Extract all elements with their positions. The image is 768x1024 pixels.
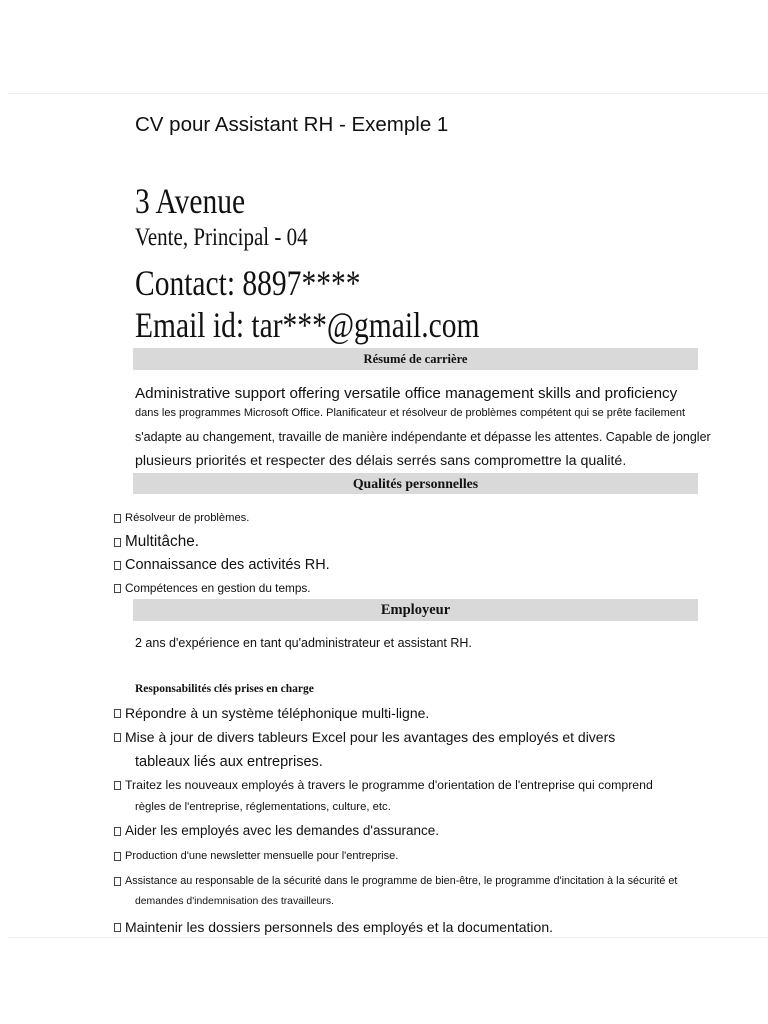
bullet-box-icon (114, 514, 121, 523)
list-item: Multitâche. (125, 533, 199, 550)
list-item: Mise à jour de divers tableurs Excel pour les avantages des employés et divers (125, 729, 616, 745)
list-item: Aider les employés avec les demandes d'assurance. (125, 823, 439, 838)
list-item: Répondre à un système téléphonique multi-ligne. (125, 705, 430, 721)
address-line-1: 3 Avenue (135, 181, 246, 221)
summary-line: plusieurs priorités et respecter des délais serrés sans compromettre la qualité. (135, 453, 627, 469)
list-item: Assistance au responsable de la sécurité dans le programme de bien-être, le programme d'incitation à la sécurité et (125, 875, 678, 887)
bullet-box-icon (114, 827, 121, 836)
responsibilities-heading: Responsabilités clés prises en charge (135, 683, 314, 695)
list-item: Résolveur de problèmes. (125, 512, 250, 524)
bullet-box-icon (114, 733, 121, 742)
page-bottom-divider (8, 937, 768, 938)
list-item: Maintenir les dossiers personnels des employés et la documentation. (125, 919, 554, 935)
address-line-2: Vente, Principal - 04 (135, 224, 308, 251)
bullet-box-icon (114, 538, 121, 547)
summary-line: dans les programmes Microsoft Office. Planificateur et résolveur de problèmes compétent qui se prête facilement (135, 407, 686, 419)
bullet-box-icon (114, 877, 121, 886)
bullet-box-icon (114, 923, 121, 932)
list-item-continuation: règles de l'entreprise, réglementations, culture, etc. (135, 801, 391, 813)
section-heading-career-summary: Résumé de carrière (133, 348, 698, 370)
list-item: Production d'une newsletter mensuelle pour l'entreprise. (125, 850, 399, 862)
experience-summary: 2 ans d'expérience en tant qu'administrateur et assistant RH. (135, 636, 472, 650)
summary-line: Administrative support offering versatile office management skills and proficiency (135, 385, 678, 402)
list-item: Traitez les nouveaux employés à travers le programme d'orientation de l'entreprise qui comprend (125, 778, 653, 792)
bullet-box-icon (114, 561, 121, 570)
list-item-continuation: demandes d'indemnisation des travailleurs. (135, 896, 334, 907)
list-item-continuation: tableaux liés aux entreprises. (135, 754, 323, 770)
bullet-box-icon (114, 852, 121, 861)
document-title: CV pour Assistant RH - Exemple 1 (135, 113, 449, 136)
list-item: Compétences en gestion du temps. (125, 581, 311, 595)
list-item: Connaissance des activités RH. (125, 557, 330, 573)
section-heading-personal-qualities: Qualités personnelles (133, 473, 698, 494)
contact-phone: Contact: 8897**** (135, 263, 361, 303)
summary-line: s'adapte au changement, travaille de manière indépendante et dépasse les attentes. Capable de jongler (135, 430, 711, 444)
contact-email: Email id: tar***@gmail.com (135, 305, 480, 345)
bullet-box-icon (114, 781, 121, 790)
section-heading-employer: Employeur (133, 599, 698, 621)
bullet-box-icon (114, 584, 121, 593)
page-top-divider (8, 93, 768, 94)
bullet-box-icon (114, 709, 121, 718)
